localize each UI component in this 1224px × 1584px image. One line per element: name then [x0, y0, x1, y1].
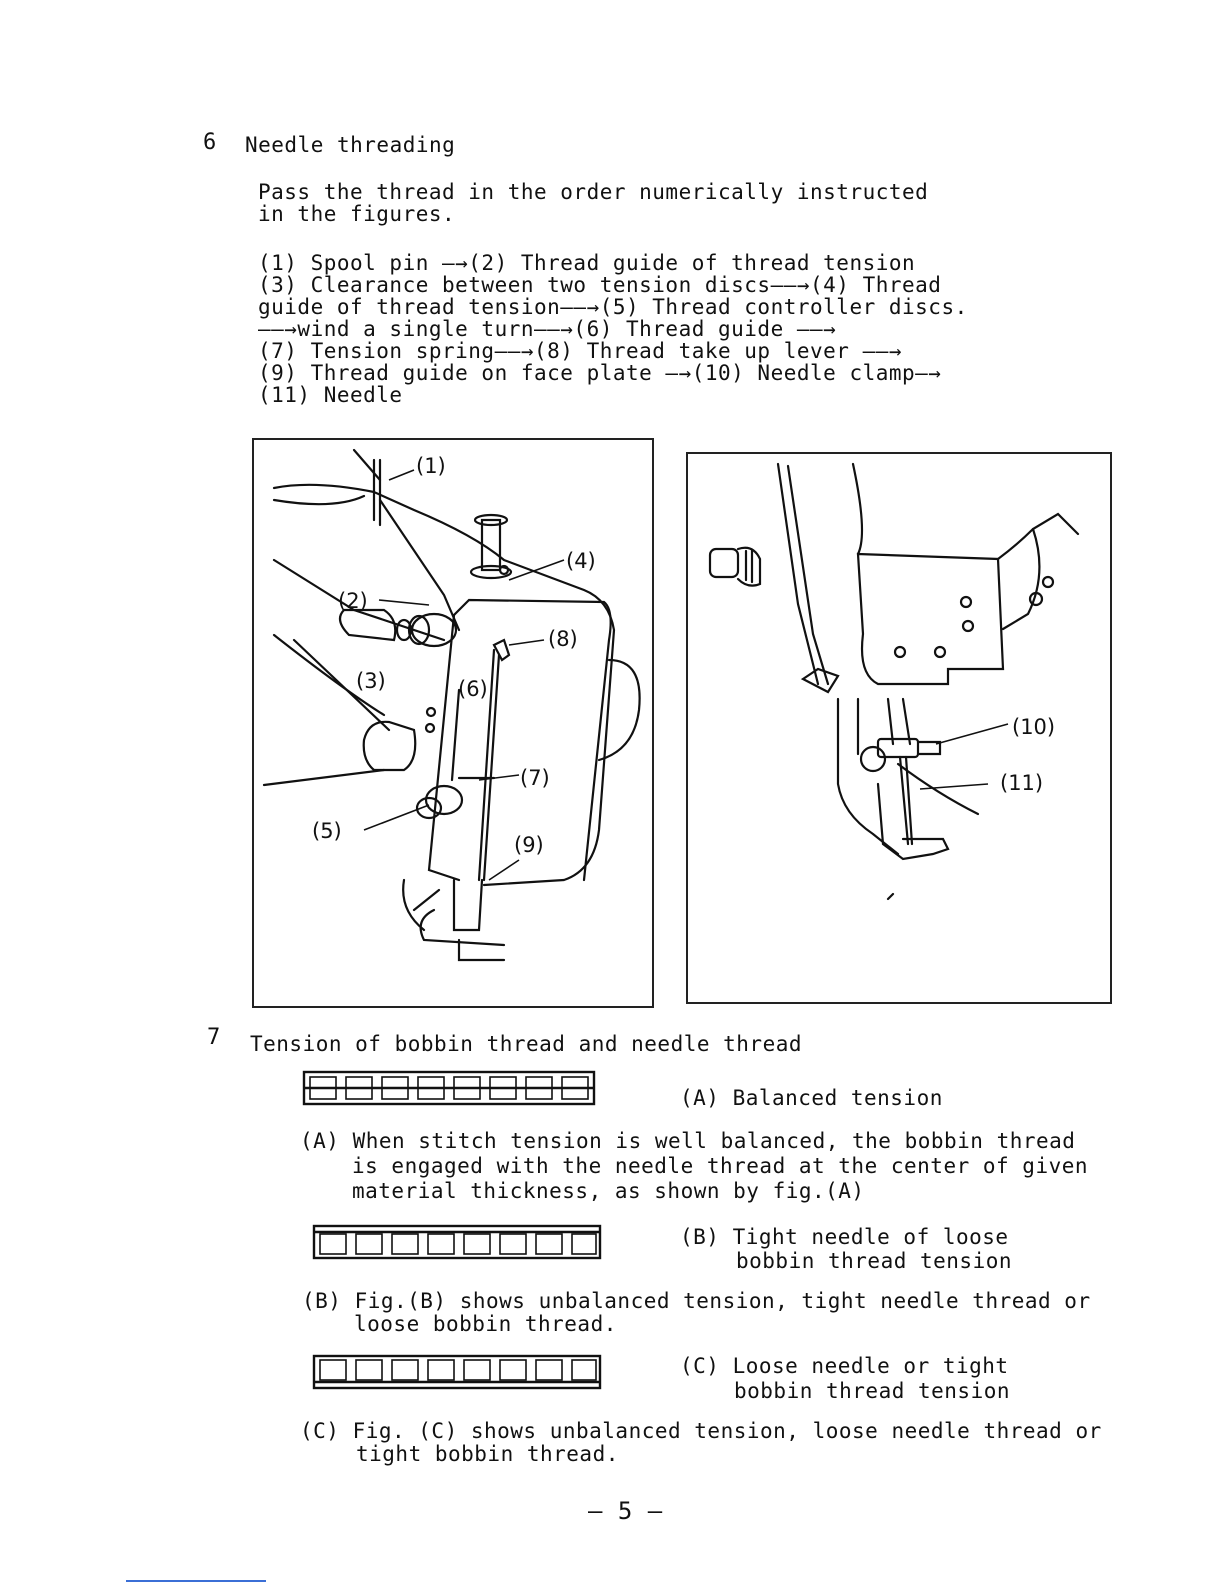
label-7: (7): [520, 766, 550, 790]
label-6: (6): [458, 677, 488, 701]
caption-c-line-2: bobbin thread tension: [734, 1379, 1011, 1403]
figure-needle-clamp: [686, 452, 1112, 1004]
label-2: (2): [338, 589, 368, 613]
stitch-figure-c: [310, 1352, 604, 1392]
bottom-rule: [126, 1580, 266, 1582]
caption-a: (A) Balanced tension: [680, 1086, 943, 1110]
caption-c-line-1: (C) Loose needle or tight: [680, 1354, 1009, 1378]
step-line-3: guide of thread tension——→(5) Thread controller discs.: [258, 295, 968, 319]
step-line-7: (11) Needle: [258, 383, 403, 407]
threading-head-drawing: [254, 440, 652, 1006]
caption-b-line-1: (B) Tight needle of loose: [680, 1225, 1009, 1249]
intro-line-1: Pass the thread in the order numerically instructed: [258, 180, 929, 204]
section-6-title: Needle threading: [245, 133, 456, 157]
label-4: (4): [566, 549, 596, 573]
desc-a-line-3: material thickness, as shown by fig.(A): [352, 1179, 865, 1203]
step-line-5: (7) Tension spring——→(8) Thread take up lever ——→: [258, 339, 903, 363]
step-line-4: ——→wind a single turn——→(6) Thread guide ——→: [258, 317, 837, 341]
label-1: (1): [416, 454, 446, 478]
stitch-figure-a: [300, 1068, 600, 1108]
section-7-number: 7: [207, 1025, 221, 1050]
desc-a-line-2: is engaged with the needle thread at the center of given: [352, 1154, 1089, 1178]
step-line-2: (3) Clearance between two tension discs——→(4) Thread: [258, 273, 942, 297]
label-3: (3): [356, 669, 386, 693]
page-number: — 5 —: [588, 1497, 663, 1525]
section-6-number: 6: [203, 130, 217, 155]
stitch-figure-b: [310, 1222, 604, 1262]
caption-b-line-2: bobbin thread tension: [736, 1249, 1013, 1273]
label-9: (9): [514, 833, 544, 857]
desc-c-line-2: tight bobbin thread.: [356, 1442, 619, 1466]
label-10: (10): [1012, 715, 1056, 739]
intro-line-2: in the figures.: [258, 202, 456, 226]
desc-c-line-1: (C) Fig. (C) shows unbalanced tension, loose needle thread or: [300, 1419, 1102, 1443]
figure-threading-head: [252, 438, 654, 1008]
desc-b-line-1: (B) Fig.(B) shows unbalanced tension, tight needle thread or: [302, 1289, 1091, 1313]
desc-a-line-1: (A) When stitch tension is well balanced, the bobbin thread: [300, 1129, 1076, 1153]
desc-b-line-2: loose bobbin thread.: [354, 1312, 617, 1336]
step-line-1: (1) Spool pin —→(2) Thread guide of thread tension: [258, 251, 916, 275]
step-line-6: (9) Thread guide on face plate —→(10) Needle clamp—→: [258, 361, 942, 385]
label-5: (5): [312, 819, 342, 843]
section-7-title: Tension of bobbin thread and needle thread: [250, 1032, 803, 1056]
label-8: (8): [548, 627, 578, 651]
label-11: (11): [1000, 771, 1044, 795]
needle-clamp-drawing: [688, 454, 1110, 1002]
